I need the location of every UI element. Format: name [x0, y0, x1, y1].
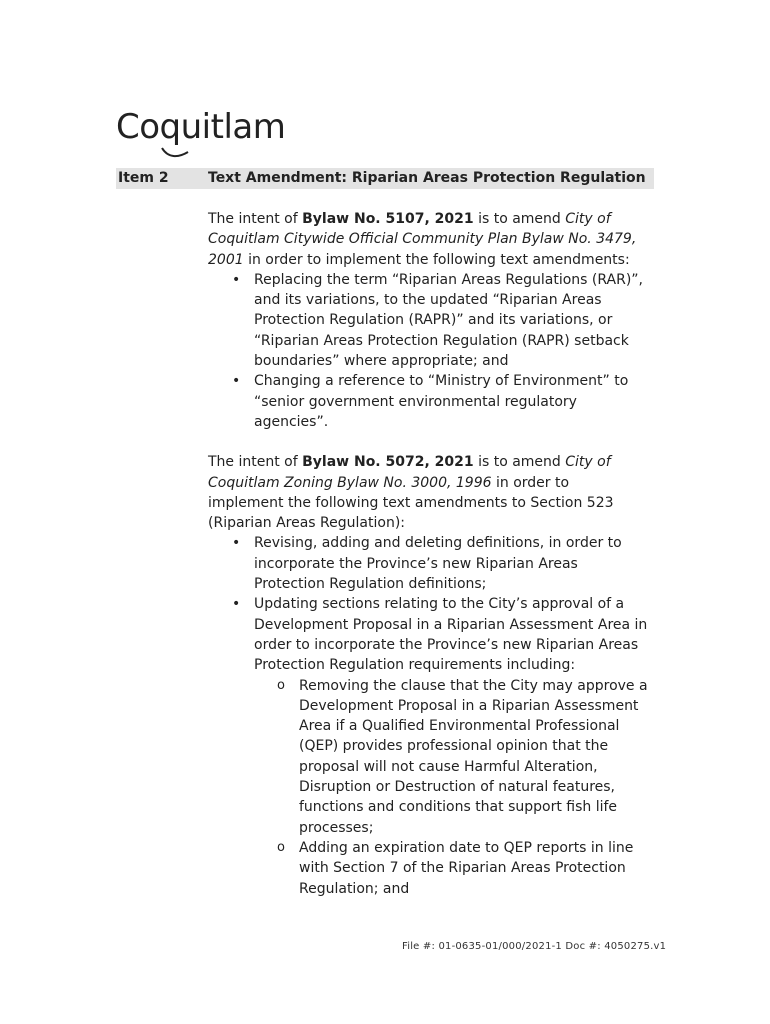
item-label: Item 2 [118, 170, 169, 186]
document-body [208, 209, 648, 899]
file-doc-reference: File #: 01-0635-01/000/2021-1 Doc #: 4050275.v1 [402, 941, 667, 952]
list-item: • Updating sections relating to the City’s approval of a Development Proposal in a Riparian Assessment Area in order to incorporate the Province’s new Riparian Areas Protection Regulation requirements including: o Removing the clause that the City may approve a Development Proposal in a Riparian Assessment Area if a Qualified Environmental Professional (QEP) provides professional opinion that the proposal will not cause Harmful Alteration, Disruption or Destruction of natural features, functions and conditions that support fish life processes; o Adding an expiration date to QEP reports in line with Section 7 of the Riparian Areas Protection Regulation; and [254, 594, 648, 898]
logo-swash-icon [160, 146, 190, 160]
zoning-bylaw-title: City of Coquitlam Zoning Bylaw No. 3000, 1996 [208, 454, 611, 491]
section2-bullet-list [208, 533, 648, 898]
sub-list-item: o Removing the clause that the City may approve a Development Proposal in a Riparian Assessment Area if a Qualified Environmental Professional (QEP) provides professional opinion that the proposal will not cause Harmful Alteration, Disruption or Destruction of natural features, functions and conditions that support fish life processes; [299, 676, 648, 838]
bylaw-5107: Bylaw No. 5107, 2021 [302, 211, 474, 227]
sub-bullet-list [254, 676, 648, 899]
bylaw-5072: Bylaw No. 5072, 2021 [302, 454, 474, 471]
list-item: • Revising, adding and deleting definitions, in order to incorporate the Province’s new Riparian Areas Protection Regulation definitions; [254, 533, 648, 594]
coquitlam-logo: Coquitlam [116, 107, 286, 147]
section1-intro: The intent of Bylaw No. 5107, 2021 is to amend City of Coquitlam Citywide Official Community Plan Bylaw No. 3479, 2001 in order to implement the following text amendments: [208, 211, 637, 268]
sub-list-item: o Adding an expiration date to QEP reports in line with Section 7 of the Riparian Areas Protection Regulation; and [299, 838, 648, 899]
list-item: • Replacing the term “Riparian Areas Regulations (RAR)”, and its variations, to the updated “Riparian Areas Protection Regulation (RAPR)” and its variations, or “Riparian Areas Protection Regulation (RAPR) setback boundaries” where appropriate; and [254, 270, 648, 371]
section2-intro: The intent of Bylaw No. 5072, 2021 is to amend City of Coquitlam Zoning Bylaw No. 3000, 1996 in order to implement the following text amendments to Section 523 (Riparian Areas Regulation): [208, 454, 614, 532]
ocp-bylaw-title: City of Coquitlam Citywide Official Community Plan Bylaw No. 3479, 2001 [208, 211, 637, 268]
list-item: • Changing a reference to “Ministry of Environment” to “senior government environmental regulatory agencies”. [254, 371, 648, 432]
section1-bullet-list [208, 270, 648, 432]
item-title: Text Amendment: Riparian Areas Protection Regulation [208, 170, 646, 186]
